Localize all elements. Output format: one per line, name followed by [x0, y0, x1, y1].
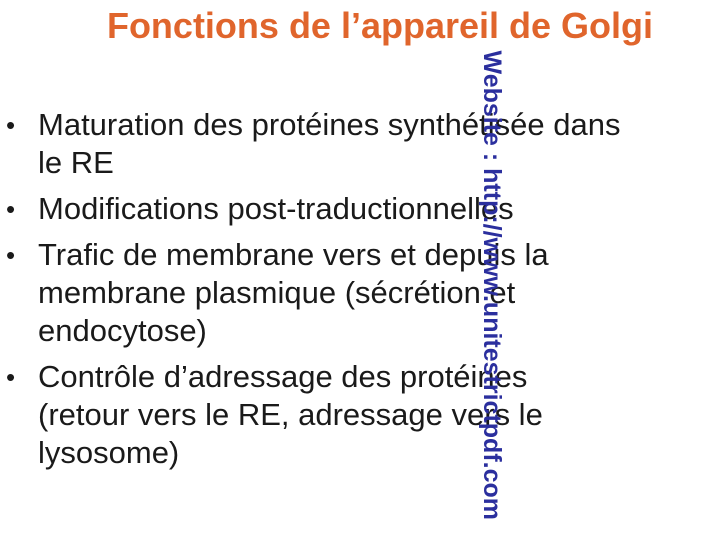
bullet-text: Trafic de membrane vers et depuis la membrane plasmique (sécrétion et endocytose) [38, 237, 549, 348]
bullet-dot-icon: • [6, 240, 16, 270]
bullet-item-modifications [0, 190, 720, 228]
bullet-item-adressage [0, 358, 720, 472]
bullet-text: Modifications post-traductionnelles [38, 191, 514, 226]
bullet-dot-icon: • [6, 110, 16, 140]
slide-title: Fonctions de l’appareil de Golgi [106, 5, 654, 46]
bullet-dot-icon: • [6, 362, 16, 392]
bullet-item-maturation [0, 106, 720, 182]
watermark-text: Website : http://www.unitestrictpdf.com [478, 50, 506, 520]
bullet-dot-icon: • [6, 194, 16, 224]
bullet-text: Maturation des protéines synthétisée dans le RE [38, 107, 621, 180]
bullet-text: Contrôle d’adressage des protéines (retour vers le RE, adressage vers le lysosome) [38, 359, 543, 470]
bullet-item-trafic [0, 236, 720, 350]
bullet-list [0, 106, 720, 480]
